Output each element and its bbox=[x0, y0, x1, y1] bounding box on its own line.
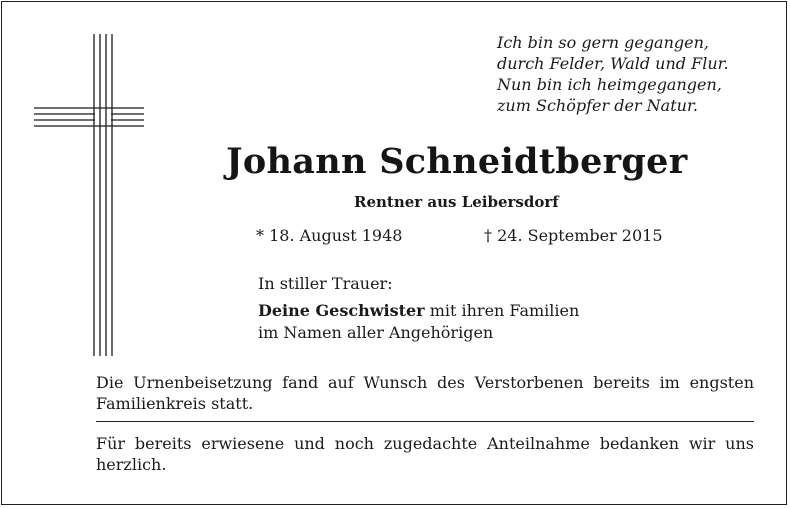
deceased-name: Johann Schneidtberger bbox=[226, 141, 688, 182]
mourners-block bbox=[258, 300, 579, 344]
mourners-siblings: Deine Geschwister bbox=[258, 301, 425, 320]
divider bbox=[96, 421, 754, 422]
poem-line: Nun bin ich heimgegangen, bbox=[497, 75, 722, 94]
poem-line: zum Schöpfer der Natur. bbox=[497, 96, 698, 115]
death-date: † 24. September 2015 bbox=[484, 226, 663, 245]
mourners-line-1 bbox=[258, 300, 579, 322]
burial-notice: Die Urnenbeisetzung fand auf Wunsch des Verstorbenen bereits im engsten Familienkreis statt. bbox=[96, 373, 754, 413]
birth-date: * 18. August 1948 bbox=[256, 226, 403, 245]
mourners-families: mit ihren Familien bbox=[424, 301, 580, 320]
thanks-notice: Für bereits erwiesene und noch zugedachte Anteilnahme bedanken wir uns herzlich. bbox=[96, 434, 754, 474]
poem-line: durch Felder, Wald und Flur. bbox=[497, 54, 729, 73]
mourning-intro: In stiller Trauer: bbox=[258, 274, 393, 293]
poem bbox=[497, 32, 729, 116]
mourners-line-2: im Namen aller Angehörigen bbox=[258, 323, 494, 342]
cross-icon bbox=[30, 30, 148, 360]
deceased-occupation: Rentner aus Leibersdorf bbox=[354, 193, 559, 211]
poem-line: Ich bin so gern gegangen, bbox=[497, 33, 709, 52]
